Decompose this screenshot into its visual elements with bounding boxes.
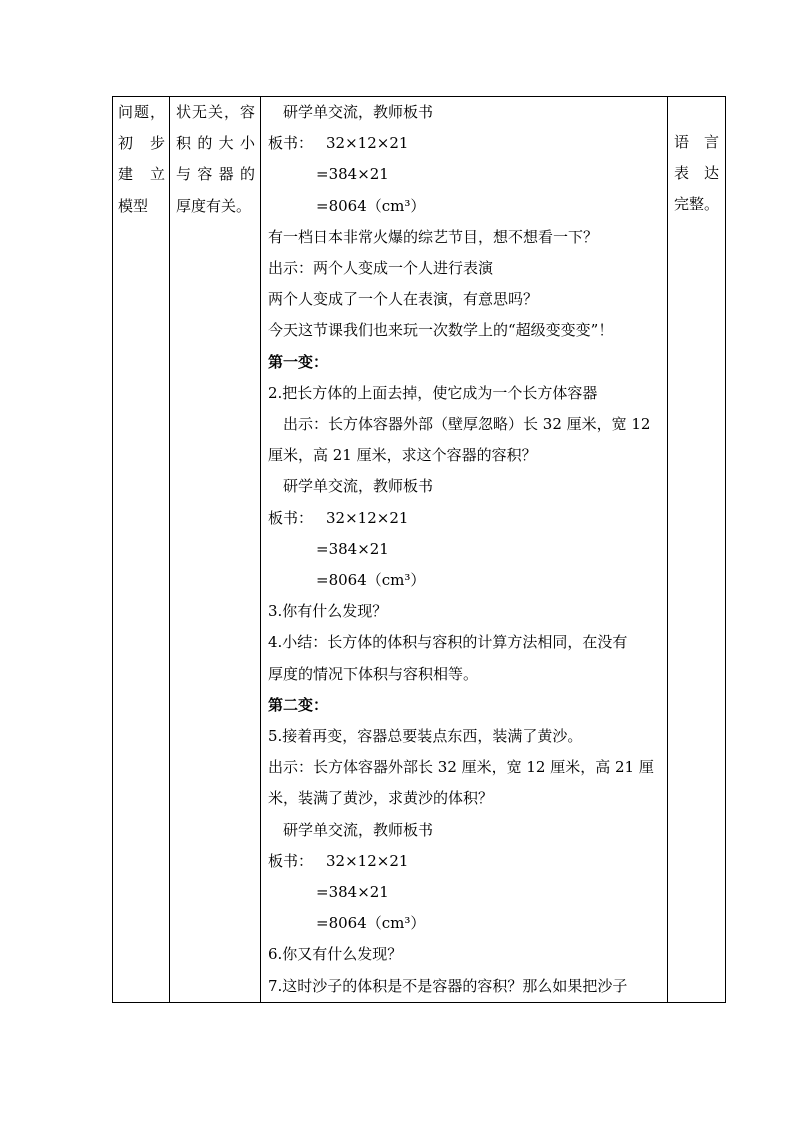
lesson-plan-table (112, 96, 726, 1003)
stage-cell (113, 97, 170, 1003)
text-line: 研学单交流，教师板书 (283, 103, 434, 121)
formula: 32×12×21 (326, 134, 409, 153)
text-line: 厚度的情况下体积与容积相等。 (268, 664, 479, 683)
text-line: 6.你又有什么发现？ (268, 945, 403, 964)
text-line: 厘米，高 21 厘米，求这个容器的容积？ (268, 446, 537, 465)
text-line: 两个人变成了一个人在表演，有意思吗？ (268, 290, 539, 309)
text-line: 米，装满了黄沙，求黄沙的体积？ (268, 789, 494, 808)
formula-line: =8064（cm³） (316, 571, 426, 590)
section-heading: 第二变： (268, 695, 329, 714)
goal-cell (170, 97, 261, 1003)
section-heading: 第一变： (268, 352, 329, 371)
board-line (268, 503, 667, 534)
note-line: 完整。 (674, 195, 720, 214)
text-line: 7.这时沙子的体积是不是容器的容积？那么如果把沙子 (268, 976, 628, 995)
text-line: 出示：长方体容器外部长 32 厘米，宽 12 厘米，高 21 厘 (268, 758, 654, 777)
formula: 32×12×21 (326, 851, 409, 870)
formula-line: =384×21 (316, 539, 389, 558)
text-line: 出示：长方体容器外部（壁厚忽略）长 32 厘米，宽 12 (283, 415, 651, 434)
text-line: 研学单交流，教师板书 (283, 820, 434, 839)
board-line (268, 846, 667, 877)
formula-line: =384×21 (316, 165, 389, 184)
stage-line: 建 立 (118, 165, 165, 184)
text-line: 今天这节课我们也来玩一次数学上的“超级变变变”！ (268, 321, 614, 340)
text-line: 4.小结：长方体的体积与容积的计算方法相同，在没有 (268, 633, 628, 652)
stage-line: 初 步 (118, 134, 165, 153)
goal-line: 厚度有关。 (176, 196, 252, 215)
goal-line: 积的大小 (176, 134, 255, 153)
text-line: 研学单交流，教师板书 (283, 477, 434, 496)
formula-line: =8064（cm³） (316, 196, 426, 215)
goal-line: 状无关，容 (176, 103, 255, 121)
formula: 32×12×21 (326, 508, 409, 527)
note-cell (668, 97, 726, 1003)
note-line: 表 达 (674, 164, 719, 183)
formula-line: =8064（cm³） (316, 914, 426, 933)
board-label: 板书： (268, 851, 314, 870)
stage-line: 模型 (118, 196, 149, 215)
formula-line: =384×21 (316, 883, 389, 902)
teaching-process-cell (261, 97, 668, 1003)
goal-line: 与容器的 (176, 165, 255, 184)
board-label: 板书： (268, 134, 314, 153)
board-line (268, 128, 667, 159)
text-line: 有一档日本非常火爆的综艺节目，想不想看一下？ (268, 227, 599, 246)
text-line: 2.把长方体的上面去掉，使它成为一个长方体容器 (268, 383, 598, 402)
note-line: 语 言 (674, 133, 719, 151)
stage-line: 问题， (118, 103, 165, 121)
board-label: 板书： (268, 508, 314, 527)
text-line: 3.你有什么发现？ (268, 602, 388, 621)
text-line: 出示：两个人变成一个人进行表演 (268, 259, 494, 278)
text-line: 5.接着再变，容器总要装点东西，装满了黄沙。 (268, 727, 583, 746)
